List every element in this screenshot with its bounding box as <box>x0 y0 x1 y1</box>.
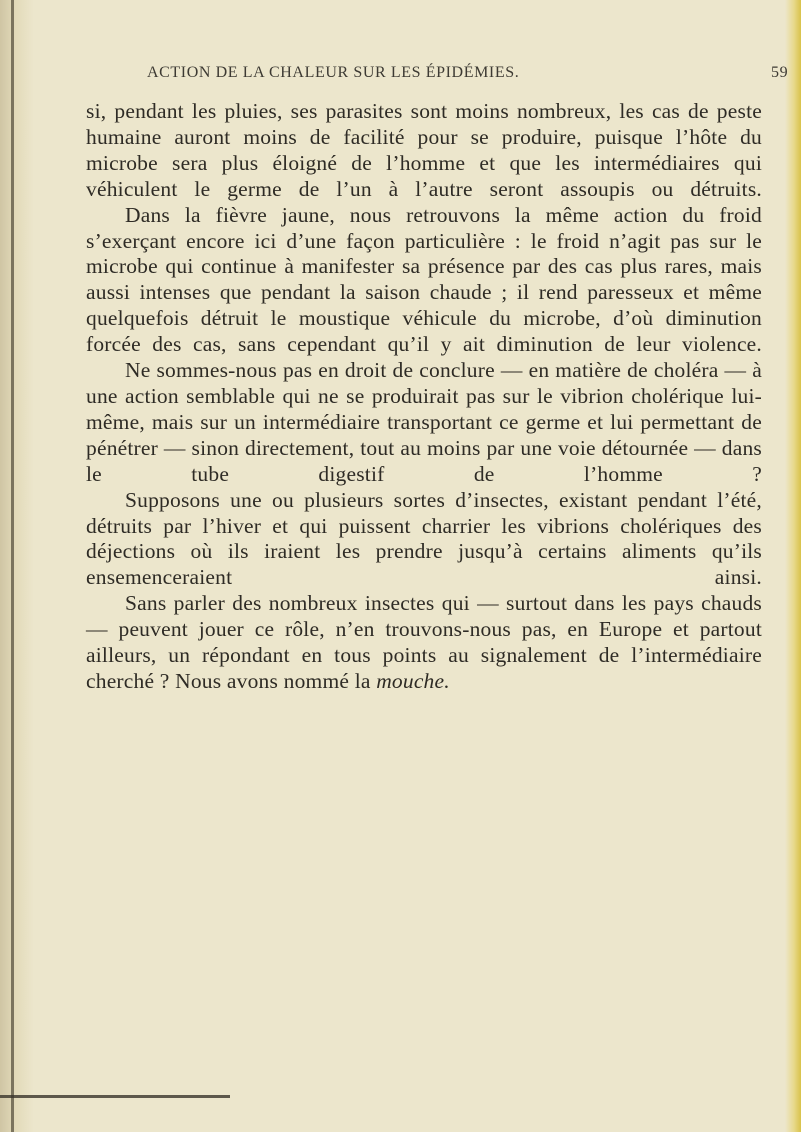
paragraph <box>86 203 762 358</box>
paragraph <box>86 358 762 488</box>
running-header <box>147 64 789 90</box>
page-gutter-shadow <box>0 0 34 1132</box>
page-number: 59 <box>771 64 789 81</box>
body-text <box>86 99 762 695</box>
paragraph-text: Supposons une ou plusieurs sortes d’insectes, existant pendant l’été, détruits par l’hiver et qui puissent charrier les vibrions cholériques des déjections où ils iraient les prendre jusqu’à certains aliments qu’ils ensemenceraient ainsi. <box>86 487 762 590</box>
paragraph-text: Sans parler des nombreux insectes qui — surtout dans les pays chauds — peuvent jouer ce rôle, n’en trouvons-nous pas, en Europe et partout ailleurs, un répondant en tous points au signalement de l’intermédiaire cherché ? Nous avons nommé la <box>86 591 762 693</box>
paragraph <box>86 99 762 203</box>
paragraph-text: si, pendant les pluies, ses parasites sont moins nombreux, les cas de peste humaine auront moins de facilité pour se produire, puisque l’hôte du microbe sera plus éloigné de l’homme et que les intermédiaires qui véhiculent le germe de l’un à l’autre seront assoupis ou détruits. <box>86 99 762 201</box>
paragraph <box>86 488 762 592</box>
paragraph-text: Dans la fièvre jaune, nous retrouvons la même action du froid s’exerçant encore ici d’une façon particulière : le froid n’agit pas sur le microbe qui continue à manifester sa présence par des cas plus rares, mais aussi intenses que pendant la saison chaude ; il rend paresseux et même quelquefois détruit le moustique véhicule du microbe, d’où diminution forcée des cas, sans cependant qu’il y ait diminution de leur violence. <box>86 202 762 357</box>
bottom-edge-rule <box>0 1095 230 1098</box>
paragraph-text: Ne sommes-nous pas en droit de conclure — en matière de choléra — à une action semblable qui ne se produirait pas sur le vibrion cholérique lui-même, mais sur un intermédiaire transportant ce germe et lui permettant de pénétrer — sinon directement, tout au moins par une voie détournée — dans le tube digestif de l’homme ? <box>86 358 762 486</box>
page-edge <box>785 0 801 1132</box>
binding-edge <box>11 0 14 1132</box>
italic-word: mouche. <box>376 668 450 693</box>
paragraph <box>86 591 762 695</box>
running-head-title: ACTION DE LA CHALEUR SUR LES ÉPIDÉMIES. <box>147 64 520 81</box>
